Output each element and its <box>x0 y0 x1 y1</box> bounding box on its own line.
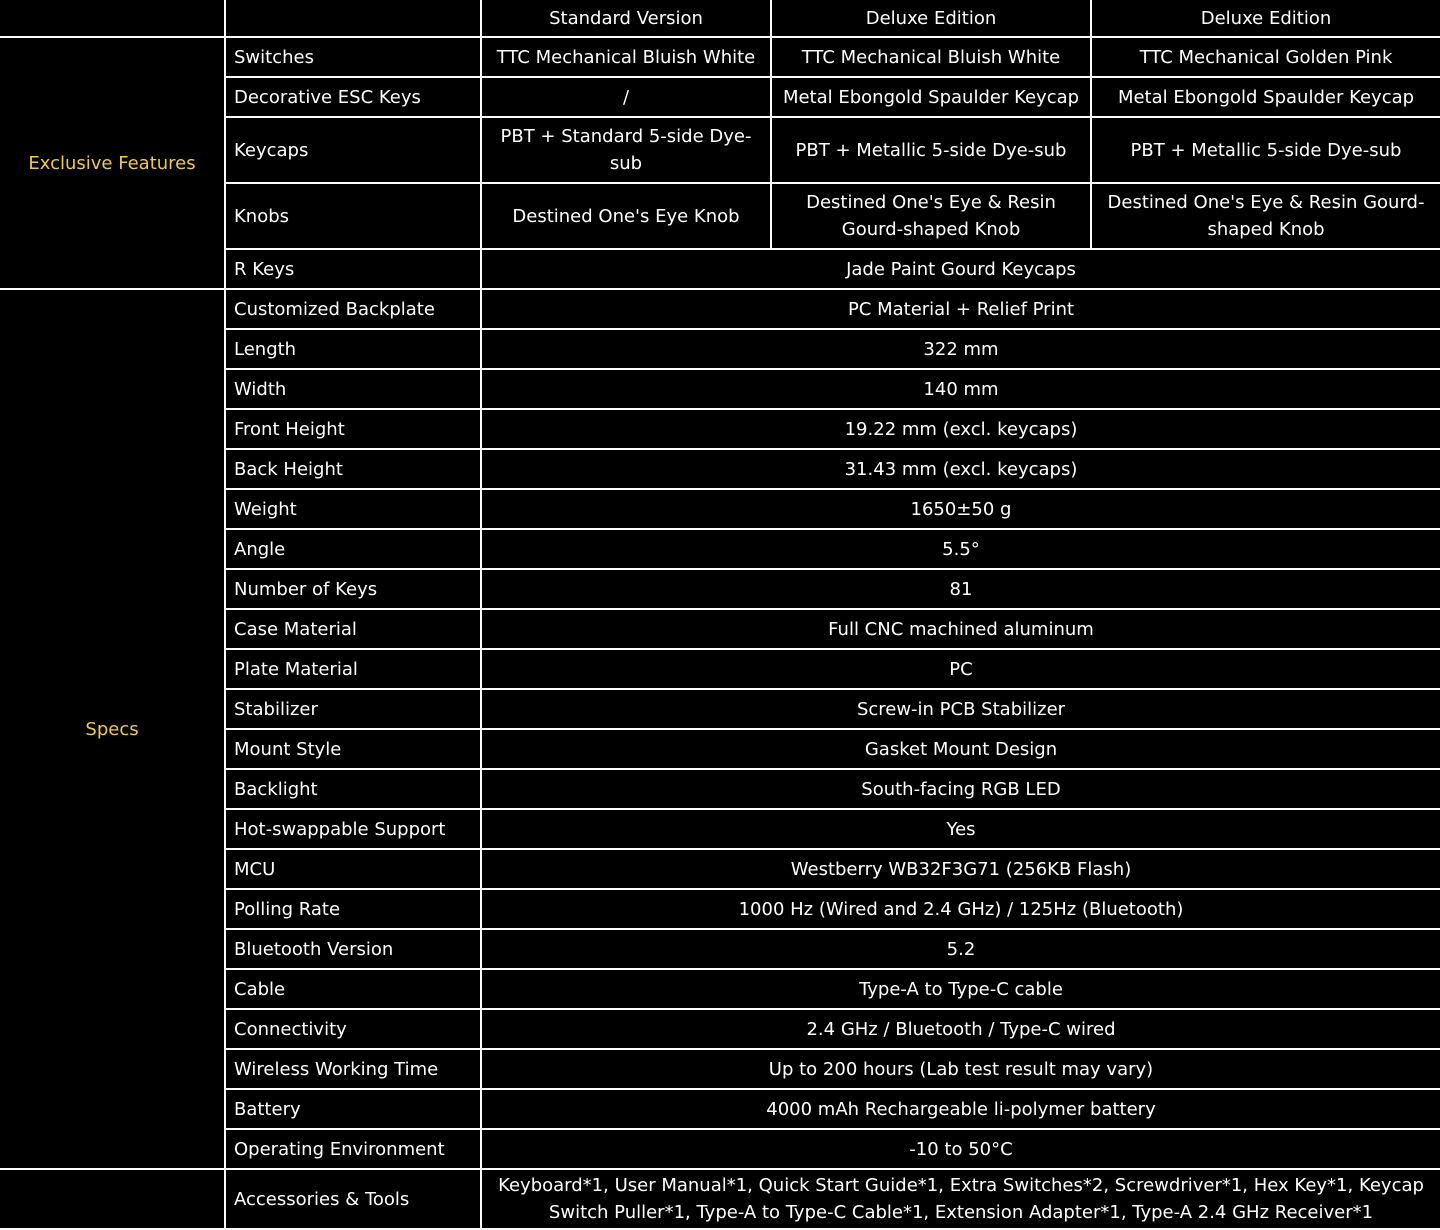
cell-value: -10 to 50°C <box>481 1129 1440 1169</box>
group-accessories <box>0 1169 225 1229</box>
row-label: Plate Material <box>225 649 481 689</box>
cell-value: 19.22 mm (excl. keycaps) <box>481 409 1440 449</box>
cell-deluxe-2: TTC Mechanical Golden Pink <box>1091 37 1440 77</box>
header-blank-label <box>225 0 481 37</box>
table-row <box>0 37 1440 77</box>
cell-deluxe-2: Destined One's Eye & Resin Gourd-shaped Knob <box>1091 183 1440 249</box>
row-label: Case Material <box>225 609 481 649</box>
row-label: R Keys <box>225 249 481 289</box>
header-deluxe-edition: Deluxe Edition <box>771 0 1091 37</box>
cell-value: 1650±50 g <box>481 489 1440 529</box>
row-label: Length <box>225 329 481 369</box>
row-label: Number of Keys <box>225 569 481 609</box>
table-row <box>0 1169 1440 1229</box>
header-blank-group <box>0 0 225 37</box>
row-label: Customized Backplate <box>225 289 481 329</box>
cell-value: 31.43 mm (excl. keycaps) <box>481 449 1440 489</box>
row-label: Polling Rate <box>225 889 481 929</box>
header-deluxe-edition-2: Deluxe Edition <box>1091 0 1440 37</box>
cell-value: 5.2 <box>481 929 1440 969</box>
row-label: Keycaps <box>225 117 481 183</box>
cell-value: 140 mm <box>481 369 1440 409</box>
row-label: Cable <box>225 969 481 1009</box>
cell-value: 322 mm <box>481 329 1440 369</box>
cell-deluxe: Metal Ebongold Spaulder Keycap <box>771 77 1091 117</box>
cell-value: Screw-in PCB Stabilizer <box>481 689 1440 729</box>
row-label: Mount Style <box>225 729 481 769</box>
cell-value: Jade Paint Gourd Keycaps <box>481 249 1440 289</box>
row-label: Decorative ESC Keys <box>225 77 481 117</box>
row-label: MCU <box>225 849 481 889</box>
row-label: Front Height <box>225 409 481 449</box>
group-specs: Specs <box>0 289 225 1169</box>
cell-value: PC Material + Relief Print <box>481 289 1440 329</box>
cell-deluxe: PBT + Metallic 5-side Dye-sub <box>771 117 1091 183</box>
cell-value: Keyboard*1, User Manual*1, Quick Start Guide*1, Extra Switches*2, Screwdriver*1, Hex Key*1, Keycap Switch Puller*1, Type-A to Type-C Cable*1, Extension Adapter*1, Type-A 2.4 GHz Receiver*1 <box>481 1169 1440 1229</box>
row-label: Wireless Working Time <box>225 1049 481 1089</box>
row-label: Stabilizer <box>225 689 481 729</box>
cell-value: Up to 200 hours (Lab test result may vary) <box>481 1049 1440 1089</box>
row-label: Back Height <box>225 449 481 489</box>
row-label: Knobs <box>225 183 481 249</box>
row-label: Bluetooth Version <box>225 929 481 969</box>
cell-value: Full CNC machined aluminum <box>481 609 1440 649</box>
cell-value: 4000 mAh Rechargeable li-polymer battery <box>481 1089 1440 1129</box>
row-label: Backlight <box>225 769 481 809</box>
cell-standard: Destined One's Eye Knob <box>481 183 771 249</box>
cell-deluxe: TTC Mechanical Bluish White <box>771 37 1091 77</box>
row-label: Angle <box>225 529 481 569</box>
cell-value: 5.5° <box>481 529 1440 569</box>
cell-deluxe-2: PBT + Metallic 5-side Dye-sub <box>1091 117 1440 183</box>
cell-standard: TTC Mechanical Bluish White <box>481 37 771 77</box>
cell-value: Westberry WB32F3G71 (256KB Flash) <box>481 849 1440 889</box>
row-label: Operating Environment <box>225 1129 481 1169</box>
cell-value: 2.4 GHz / Bluetooth / Type-C wired <box>481 1009 1440 1049</box>
cell-standard: PBT + Standard 5-side Dye-sub <box>481 117 771 183</box>
cell-deluxe: Destined One's Eye & Resin Gourd-shaped Knob <box>771 183 1091 249</box>
row-label: Width <box>225 369 481 409</box>
cell-value: Yes <box>481 809 1440 849</box>
header-row <box>0 0 1440 37</box>
row-label: Weight <box>225 489 481 529</box>
cell-value: Gasket Mount Design <box>481 729 1440 769</box>
cell-value: 1000 Hz (Wired and 2.4 GHz) / 125Hz (Bluetooth) <box>481 889 1440 929</box>
row-label: Connectivity <box>225 1009 481 1049</box>
cell-value: Type-A to Type-C cable <box>481 969 1440 1009</box>
table-row <box>0 289 1440 329</box>
row-label: Battery <box>225 1089 481 1129</box>
row-label: Switches <box>225 37 481 77</box>
cell-value: PC <box>481 649 1440 689</box>
row-label: Hot-swappable Support <box>225 809 481 849</box>
group-exclusive-features: Exclusive Features <box>0 37 225 289</box>
header-standard-version: Standard Version <box>481 0 771 37</box>
cell-value: 81 <box>481 569 1440 609</box>
cell-value: South-facing RGB LED <box>481 769 1440 809</box>
row-label: Accessories & Tools <box>225 1169 481 1229</box>
cell-standard: / <box>481 77 771 117</box>
cell-deluxe-2: Metal Ebongold Spaulder Keycap <box>1091 77 1440 117</box>
